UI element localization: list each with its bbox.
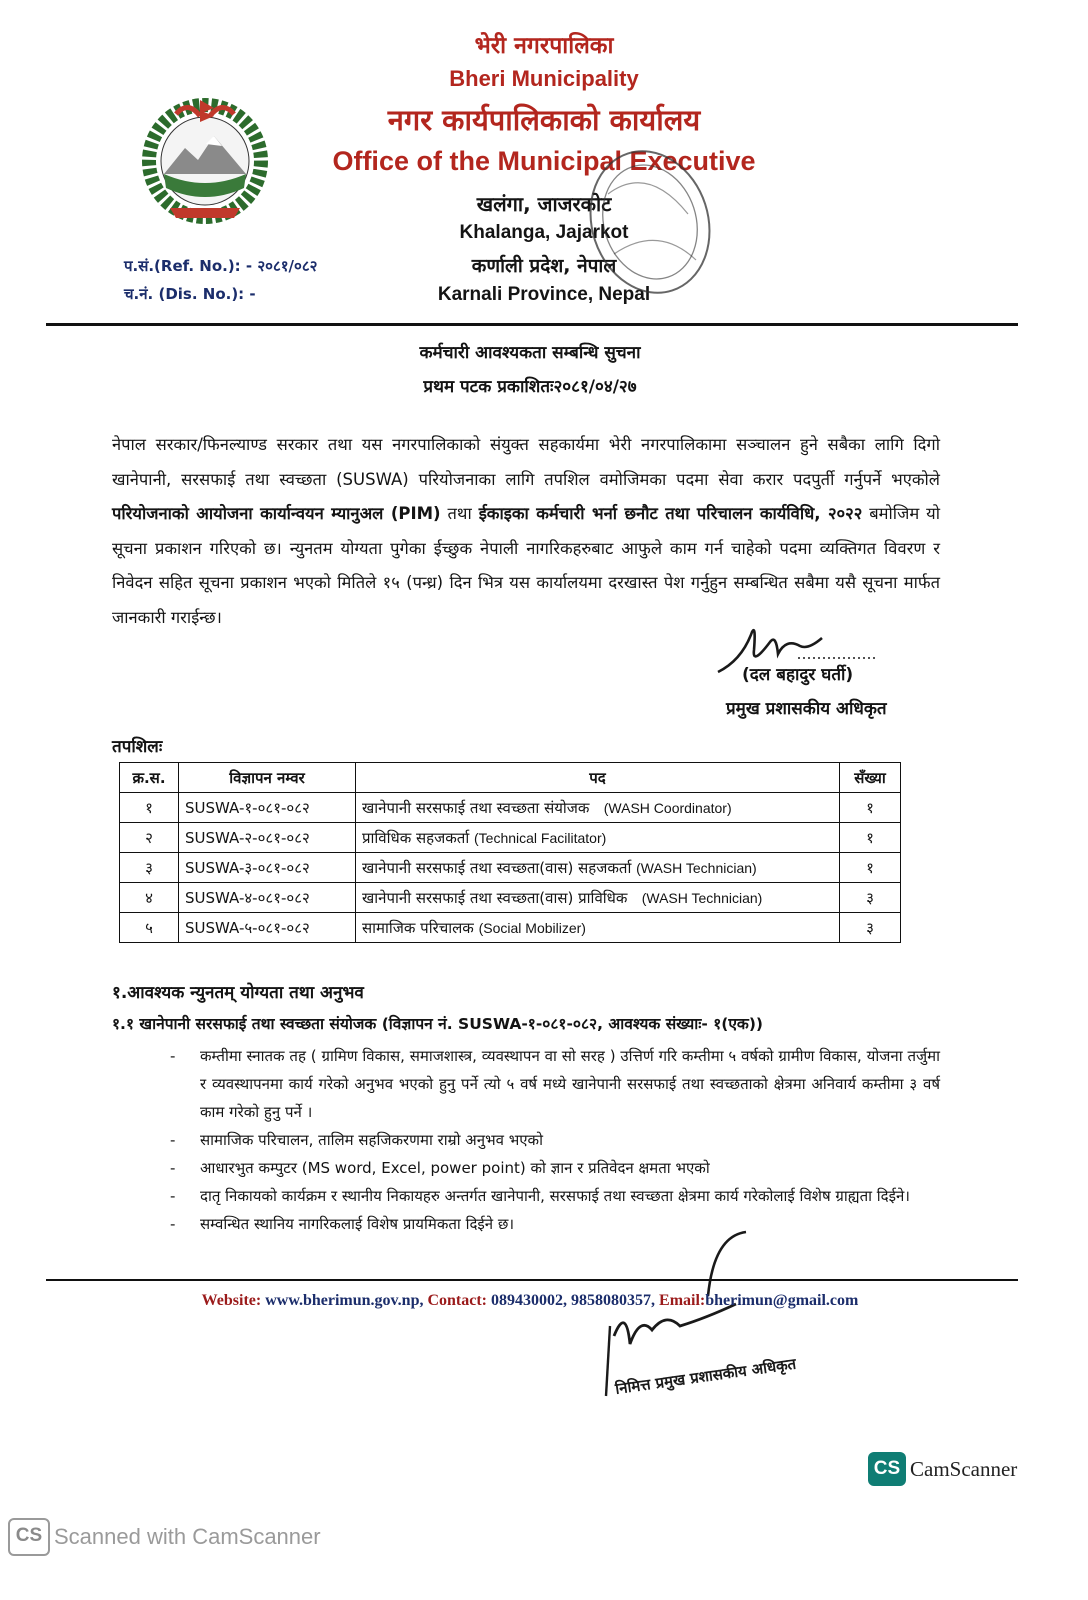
post-nepali: प्राविधिक सहजकर्ता: [362, 828, 470, 847]
post-nepali: खानेपानी सरसफाई तथा स्वच्छता(वास) प्राविधिक: [362, 888, 628, 907]
post-nepali: सामाजिक परिचालक: [362, 918, 474, 937]
address-english: Khalanga, Jajarkot: [459, 222, 629, 243]
post-english: (WASH Coordinator): [603, 799, 732, 816]
post-nepali: खानेपानी सरसफाई तथा स्वच्छता(वास) सहजकर्ता: [362, 858, 632, 877]
province-english: Karnali Province, Nepal: [437, 284, 651, 305]
list-item: - आधारभुत कम्पुटर (MS word, Excel, power point) को ज्ञान र प्रतिवेदन क्षमता भएको: [170, 1159, 710, 1177]
section-subtitle: १.१ खानेपानी सरसफाई तथा स्वच्छता संयोजक (विज्ञापन नं. SUSWA-१-०८१-०८२, आवश्यक संख्याः- १(एक)): [112, 1015, 764, 1033]
post-english: (Social Mobilizer): [478, 919, 586, 936]
reference-number: प.सं.(Ref. No.): - २०८१/०८२: [124, 257, 318, 275]
signatory-title: प्रमुख प्रशासकीय अधिकृत: [726, 699, 887, 719]
cell-count: १: [840, 823, 901, 853]
cell-count: ३: [840, 883, 901, 913]
notice-body-part-2: तथा: [447, 504, 472, 523]
header-divider: [46, 323, 1018, 326]
cell-post: [356, 823, 840, 853]
footer-contact-line: [0, 1292, 1060, 1310]
camscanner-watermark-icon: CS: [8, 1518, 50, 1556]
contact-phone: 089430002, 9858080357,: [491, 1292, 656, 1309]
website-label: Website:: [201, 1292, 262, 1309]
requirements-list: [170, 1042, 940, 1238]
notice-publish-date: प्रथम पटक प्रकाशितः२०८१/०४/२७: [423, 377, 637, 397]
list-item: - सामाजिक परिचालन, तालिम सहजिकरणमा राम्रो अनुभव भएको: [170, 1131, 543, 1149]
dispatch-number: च.नं. (Dis. No.): -: [124, 285, 256, 303]
notice-body-bold-2: ईकाइका कर्मचारी भर्ना छनौट तथा परिचालन कार्यविधि, २०२२: [478, 504, 863, 523]
list-item-text: सम्वन्धित स्थानिय नागरिकलाई विशेष प्रायमिकता दिईने छ।: [200, 1215, 515, 1233]
post-english: (WASH Technician): [641, 889, 763, 906]
cell-ad-no: SUSWA-२-०८१-०८२: [179, 823, 356, 853]
cell-sn: ५: [120, 913, 179, 943]
list-item-text: आधारभुत कम्पुटर (MS word, Excel, power point) को ज्ञान र प्रतिवेदन क्षमता भएको: [200, 1159, 710, 1177]
table-row: [120, 793, 901, 823]
nepal-emblem-icon: [140, 96, 270, 226]
list-item-text: दातृ निकायको कार्यक्रम र स्थानीय निकायहरु अन्तर्गत खानेपानी, सरसफाई तथा स्वच्छता क्षेत्रमा कार्य गरेकोलाई विशेष ग्राह्यता दिईने।: [200, 1187, 910, 1205]
table-row: [120, 883, 901, 913]
cell-ad-no: SUSWA-३-०८१-०८२: [179, 853, 356, 883]
post-nepali: खानेपानी सरसफाई तथा स्वच्छता संयोजक: [362, 798, 590, 817]
notice-body-bold-1: परियोजनाको आयोजना कार्यान्वयन म्यानुअल (PIM): [112, 504, 441, 523]
notice-title: कर्मचारी आवश्यकता सम्बन्धि सुचना: [419, 343, 641, 363]
post-english: (Technical Facilitator): [474, 829, 607, 846]
list-item: - कम्तीमा स्नातक तह ( ग्रामिण विकास, समाजशास्त्र, व्यवस्थापन वा सो सरह ) उत्तिर्ण गरि कम्तीमा ५ वर्षको ग्रामीण विकास, योजना तर्जुमा र व्यवस्थापनमा कार्य गरेको अनुभव भएको हुनु पर्ने त्यो ५ वर्ष मध्ये खानेपानी सरसफाई तथा स्वच्छताको क्षेत्रमा अनिवार्य कम्तीमा ३ वर्ष काम गरेको हुनु पर्ने ।: [170, 1047, 940, 1121]
camscanner-watermark: [8, 1518, 321, 1556]
table-row: [120, 853, 901, 883]
footer-divider: [46, 1279, 1018, 1281]
notice-body-part-3: बमोजिम यो सूचना प्रकाशन गरिएको छ। न्युनतम योग्यता पुगेका ईच्छुक नेपाली नागरिकहरुबाट आफुले काम गर्न चाहेको पदमा व्यक्तिगत विवरण र निवेदन सहित सूचना प्रकाशन भएको मितिले १५ (पन्ध्र) दिन भित्र यस कार्यालयमा दरखास्त पेश गर्नुहुन सम्बन्धित सबैमा यसै सूचना मार्फत जानकारी गराईन्छ।: [112, 504, 940, 627]
table-header-row: [120, 763, 901, 793]
cell-count: १: [840, 853, 901, 883]
office-name-nepali: नगर कार्यपालिकाको कार्यालय: [387, 103, 701, 137]
camscanner-logo: [868, 1452, 1017, 1486]
cell-post: [356, 853, 840, 883]
list-item-text: कम्तीमा स्नातक तह ( ग्रामिण विकास, समाजशास्त्र, व्यवस्थापन वा सो सरह ) उत्तिर्ण गरि कम्तीमा ५ वर्षको ग्रामीण विकास, योजना तर्जुमा र व्यवस्थापनमा कार्य गरेको अनुभव भएको हुनु पर्ने त्यो ५ वर्ष मध्ये खानेपानी सरसफाई तथा स्वच्छताको क्षेत्रमा अनिवार्य कम्तीमा ३ वर्ष काम गरेको हुनु पर्ने ।: [200, 1047, 940, 1121]
schedule-label: तपशिलः: [112, 737, 163, 757]
cell-post: [356, 883, 840, 913]
contact-label: Contact:: [427, 1292, 488, 1309]
notice-body: [112, 428, 940, 635]
list-item: - दातृ निकायको कार्यक्रम र स्थानीय निकायहरु अन्तर्गत खानेपानी, सरसफाई तथा स्वच्छता क्षेत्रमा कार्य गरेकोलाई विशेष ग्राह्यता दिईने।: [170, 1187, 910, 1205]
column-header-sn: क्र.स.: [120, 763, 179, 793]
cell-post: [356, 793, 840, 823]
camscanner-watermark-text: Scanned with CamScanner: [54, 1524, 321, 1549]
cell-ad-no: SUSWA-१-०८१-०८२: [179, 793, 356, 823]
camscanner-brand: CamScanner: [910, 1456, 1018, 1481]
table-row: [120, 913, 901, 943]
cell-post: [356, 913, 840, 943]
email-label: Email:: [659, 1292, 706, 1309]
notice-body-part-1: नेपाल सरकार/फिनल्याण्ड सरकार तथा यस नगरपालिकाको संयुक्त सहकार्यमा भेरी नगरपालिकामा सञ्चालन हुने सबैका लागि दिगो खानेपानी, सरसफाई तथा स्वच्छता (SUSWA) परियोजनाका लागि तपशिल वमोजिमका पदमा सेवा करार पदपुर्ती गर्नुपर्ने भएकोले: [112, 435, 940, 489]
cell-ad-no: SUSWA-४-०८१-०८२: [179, 883, 356, 913]
table-row: [120, 823, 901, 853]
cell-sn: ३: [120, 853, 179, 883]
post-english: (WASH Technician): [636, 859, 757, 876]
municipality-name-nepali: भेरी नगरपालिका: [474, 33, 614, 59]
email-link[interactable]: bherimun@gmail.com: [705, 1292, 859, 1309]
office-stamp-icon: [578, 134, 716, 304]
cell-count: १: [840, 793, 901, 823]
province-nepali: कर्णाली प्रदेश, नेपाल: [471, 255, 617, 277]
column-header-ad-no: विज्ञापन नम्वर: [179, 763, 356, 793]
municipality-name-english: Bheri Municipality: [449, 66, 639, 91]
address-nepali: खलंगा, जाजरकोट: [476, 192, 612, 216]
vacancy-table: [119, 762, 901, 943]
camscanner-badge-icon: CS: [868, 1452, 906, 1486]
column-header-post: पद: [356, 763, 840, 793]
cell-sn: १: [120, 793, 179, 823]
cell-count: ३: [840, 913, 901, 943]
cell-ad-no: SUSWA-५-०८१-०८२: [179, 913, 356, 943]
cell-sn: २: [120, 823, 179, 853]
list-item: - सम्वन्धित स्थानिय नागरिकलाई विशेष प्रायमिकता दिईने छ।: [170, 1215, 515, 1233]
initial-signature-icon: [596, 1226, 816, 1406]
signatory-name: (दल बहादुर घर्ती): [742, 665, 854, 685]
svg-text:निमित्त प्रमुख प्रशासकीय अधिकृ: निमित्त प्रमुख प्रशासकीय अधिकृत: [614, 1354, 798, 1398]
cell-sn: ४: [120, 883, 179, 913]
list-item-text: सामाजिक परिचालन, तालिम सहजिकरणमा राम्रो अनुभव भएको: [200, 1131, 543, 1149]
website-link[interactable]: www.bherimun.gov.np,: [265, 1292, 424, 1309]
section-title: १.आवश्यक न्युनतम् योग्यता तथा अनुभव: [112, 983, 364, 1003]
office-name-english: Office of the Municipal Executive: [332, 146, 756, 176]
column-header-count: सँख्या: [840, 763, 901, 793]
